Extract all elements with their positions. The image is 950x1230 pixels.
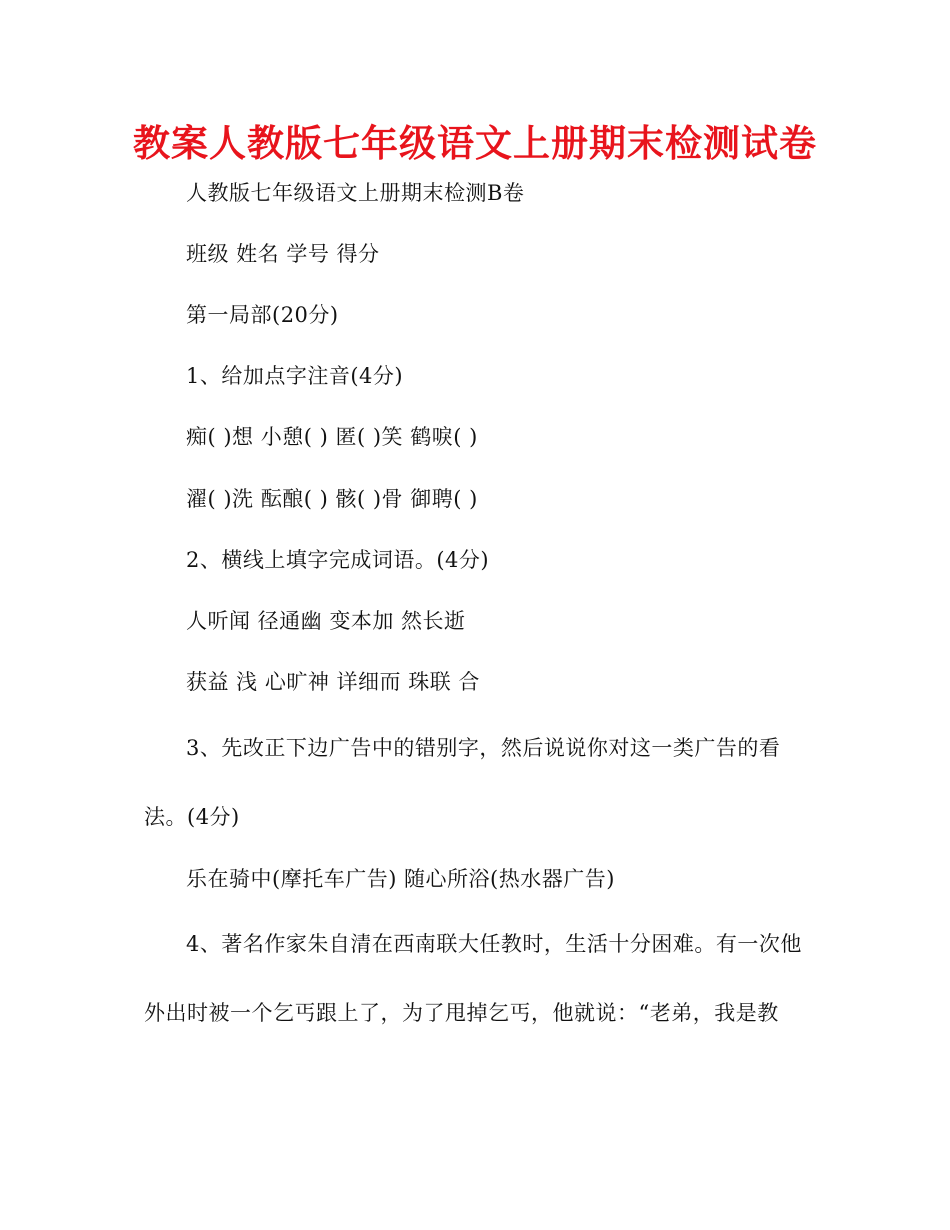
question-3-ads: 乐在骑中(摩托车广告) 随心所浴(热水器广告) (186, 867, 615, 891)
question-2-heading: 2、横线上填字完成词语。(4分) (186, 548, 490, 572)
question-1-row-2: 濯( )洗 酝酿( ) 骸( )骨 御聘( ) (186, 487, 478, 511)
question-3-heading: 3、先改正下边广告中的错别字，然后说说你对这一类广告的看 (186, 736, 781, 760)
question-1-row-1: 痴( )想 小憩( ) 匿( )笑 鹤唳( ) (186, 425, 478, 449)
question-4-continuation: 外出时被一个乞丐跟上了，为了甩掉乞丐，他就说：“老弟，我是教 (144, 1001, 779, 1025)
section-heading: 第一局部(20分) (186, 303, 339, 327)
question-2-row-2: 获益 浅 心旷神 详细而 珠联 合 (186, 670, 480, 694)
question-4-heading: 4、著名作家朱自清在西南联大任教时，生活十分困难。有一次他 (186, 932, 802, 956)
question-3-continuation: 法。(4分) (144, 805, 240, 829)
question-2-row-1: 人听闻 径通幽 变本加 然长逝 (186, 609, 466, 633)
question-1-heading: 1、给加点字注音(4分) (186, 364, 404, 388)
document-title: 教案人教版七年级语文上册期末检测试卷 (133, 122, 817, 165)
subtitle-line: 人教版七年级语文上册期末检测B卷 (186, 181, 525, 205)
student-info-line: 班级 姓名 学号 得分 (186, 242, 380, 266)
